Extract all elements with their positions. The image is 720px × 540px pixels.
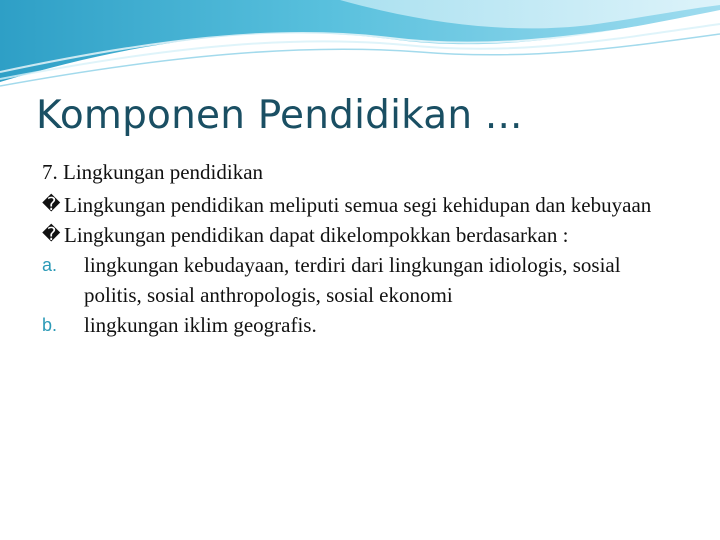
sub-item-a xyxy=(42,250,682,310)
bullet-item-2 xyxy=(42,220,682,250)
section-heading-text: 7. Lingkungan pendidikan xyxy=(42,160,264,184)
section-heading xyxy=(42,157,682,187)
bullet-text-2: Lingkungan pendidikan dapat dikelompokkan berdasarkan : xyxy=(64,223,569,247)
sub-item-letter-b: b. xyxy=(42,315,58,335)
unknown-glyph-icon: � xyxy=(42,224,61,245)
sub-item-text-a: lingkungan kebudayaan, terdiri dari lingkungan idiologis, sosial politis, sosial anthropologis, sosial ekonomi xyxy=(84,253,621,307)
bullet-text-1: Lingkungan pendidikan meliputi semua segi kehidupan dan kebuyaan xyxy=(64,193,652,217)
unknown-glyph-icon: � xyxy=(42,194,61,215)
decorative-wave-header xyxy=(0,0,720,90)
sub-item-text-b: lingkungan iklim geografis. xyxy=(84,313,317,337)
sub-item-letter-a: a. xyxy=(42,255,58,275)
slide-title: Komponen Pendidikan ... xyxy=(36,93,523,138)
sub-item-b xyxy=(42,310,682,340)
slide-content xyxy=(42,157,682,340)
bullet-item-1 xyxy=(42,190,682,220)
